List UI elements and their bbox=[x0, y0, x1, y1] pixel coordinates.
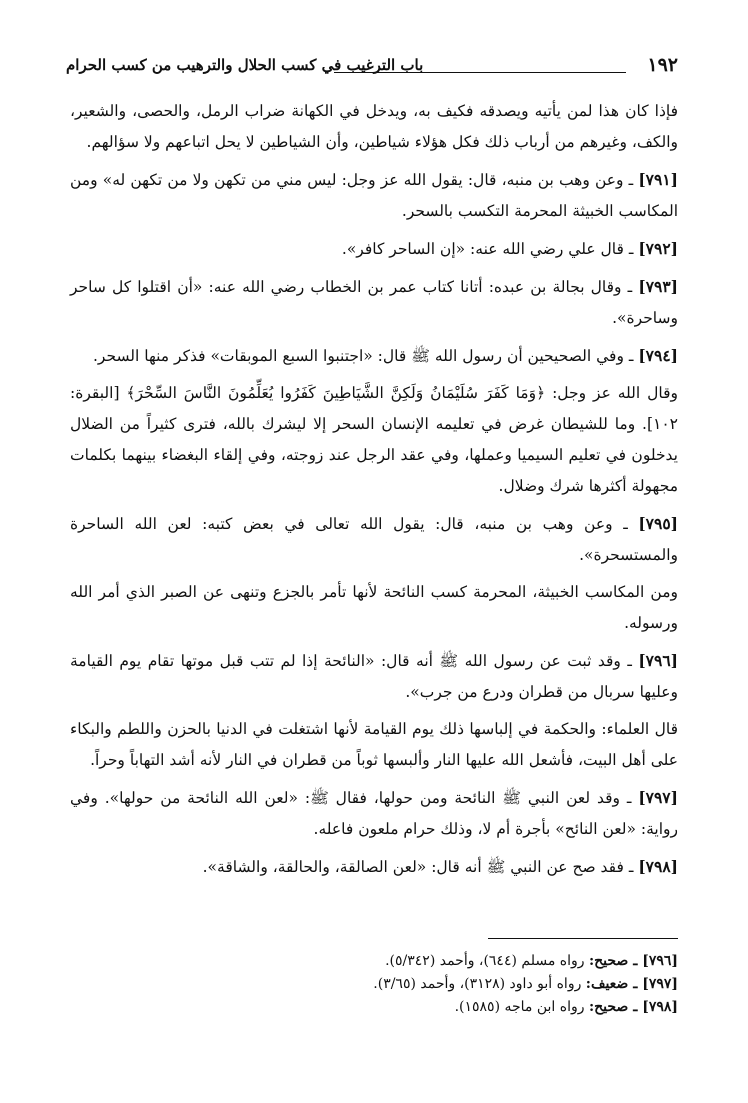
text-line: لأنه أشد التهاباً وحراً. bbox=[90, 751, 222, 769]
text-line: الساحرة والمستسحرة». bbox=[70, 515, 678, 564]
hadith-number: [٧٩٧] bbox=[638, 788, 678, 807]
text-line: ـ وقد لعن النبي ﷺ النائحة ومن حولها، فقال ﷺ: «لعن الله النائحة من bbox=[160, 789, 639, 807]
hadith-paragraph bbox=[70, 164, 678, 227]
hadith-paragraph bbox=[70, 233, 678, 265]
hadith-number: [٧٩٤] bbox=[638, 346, 678, 365]
running-title: باب الترغيب في كسب الحلال والترهيب من كسب الحرام bbox=[66, 56, 424, 74]
text-line: الشياطين لا يحل اتباعهم ولا سؤالهم. bbox=[86, 133, 321, 151]
text-line: منها السحر. bbox=[92, 347, 170, 365]
text-line: بالله، فترى كثيراً من الضلال يدخلون في تعليم السيميا وعملها، وفي عقد الرجل عند bbox=[70, 415, 678, 464]
hadith-paragraph bbox=[70, 271, 678, 334]
text-line: السِّحْرَ﴾ [البقرة: ١٠٢]. وما للشيطان غرض في تعليمه الإنسان السحر إلا ليشرك bbox=[70, 384, 678, 433]
footnote bbox=[70, 950, 678, 973]
footnote-text: رواه أبو داود (٣١٢٨)، وأحمد (٣/٦٥). bbox=[373, 976, 586, 992]
text-line: فإذا كان هذا لمن يأتيه ويصدقه فكيف به، ويدخل في الكهانة ضراب الرمل، bbox=[196, 102, 678, 120]
text-line: ـ وقال بجالة بن عبده: أتانا كتاب عمر بن الخطاب رضي الله عنه: «أن bbox=[177, 278, 639, 296]
text-paragraph bbox=[70, 378, 678, 502]
text-line: تقام يوم القيامة وعليها سربال من قطران ودرع من جرب». bbox=[70, 652, 678, 701]
text-line: زوجته، وفي إلقاء البغضاء بينهما بكلمات مجهولة أكثرها شرك وضلال. bbox=[70, 446, 678, 495]
hadith-number: [٧٩٨] bbox=[638, 857, 678, 876]
footnote bbox=[70, 973, 678, 996]
text-line: والحصى، والشعير، والكف، وغيرهم من أرباب ذلك فكل هؤلاء شياطين، وأن bbox=[70, 102, 678, 151]
hadith-number: [٧٩٢] bbox=[638, 239, 678, 258]
footnote-text: رواه ابن ماجه (١٥٨٥). bbox=[454, 999, 589, 1015]
footnotes bbox=[70, 950, 678, 1019]
footnote-text: رواه مسلم (٦٤٤)، وأحمد (٥/٣٤٢). bbox=[385, 953, 589, 969]
footnote-number: [٧٩٧] bbox=[642, 976, 678, 992]
hadith-number: [٧٩١] bbox=[638, 170, 678, 189]
page-number: ١٩٢ bbox=[647, 54, 678, 76]
text-paragraph bbox=[70, 96, 678, 158]
text-line: قال العلماء: والحكمة في إلباسها ذلك يوم القيامة لأنها اشتغلت في الدنيا بالحزن bbox=[167, 720, 678, 738]
page-header bbox=[66, 52, 678, 86]
hadith-paragraph bbox=[70, 340, 678, 372]
footnote-separator bbox=[488, 938, 678, 939]
text-line: ـ وفي الصحيحين أن رسول الله ﷺ قال: «اجتنبوا السبع الموبقات» فذكر bbox=[174, 347, 639, 365]
hadith-number: [٧٩٣] bbox=[638, 277, 679, 296]
text-paragraph bbox=[70, 577, 678, 639]
hadith-number: [٧٩٦] bbox=[638, 651, 678, 670]
text-line: ـ وعن وهب بن منبه، قال: يقول الله عز وجل: ليس مني من تكهن ولا bbox=[192, 171, 639, 189]
text-paragraph bbox=[70, 714, 678, 776]
footnote-number: [٧٩٨] bbox=[642, 999, 678, 1015]
hadith-paragraph bbox=[70, 645, 678, 708]
footnote bbox=[70, 996, 678, 1019]
text-line: واللطم والبكاء على أهل البيت، فأشعل الله عليها النار وألبسها ثوباً من قطران في النار bbox=[70, 720, 678, 769]
text-line: ـ وقد ثبت عن رسول الله ﷺ أنه قال: «النائحة إذا لم تتب قبل موتها bbox=[180, 652, 639, 670]
text-line: ـ قال علي رضي الله عنه: «إن الساحر كافر». bbox=[341, 240, 639, 258]
hadith-paragraph bbox=[70, 508, 678, 571]
text-line: ومن المكاسب الخبيثة، المحرمة كسب النائحة لأنها تأمر بالجزع وتنهى عن bbox=[202, 583, 678, 601]
hadith-paragraph bbox=[70, 851, 678, 883]
hadith-number: [٧٩٥] bbox=[638, 514, 678, 533]
footnote-grade: ـ صحيح: bbox=[588, 953, 643, 969]
footnote-number: [٧٩٦] bbox=[642, 953, 678, 969]
text-line: وقال الله عز وجل: ﴿وَمَا كَفَرَ سُلَيْمَانُ وَلَكِنَّ الشَّيَاطِينَ كَفَرُوا يُعَلِّمُونَ النَّاسَ bbox=[183, 384, 678, 402]
text-line: من تكهن له» ومن المكاسب الخبيثة المحرمة التكسب بالسحر. bbox=[70, 171, 678, 220]
text-line: ـ وعن وهب بن منبه، قال: يقول الله تعالى في بعض كتبه: لعن الله bbox=[134, 515, 639, 533]
text-line: اقتلوا كل ساحر وساحرة». bbox=[70, 278, 678, 327]
hadith-paragraph bbox=[70, 782, 678, 845]
footnote-grade: ـ صحيح: bbox=[588, 999, 643, 1015]
text-line: حولها». وفي رواية: «لعن النائح» بأجرة أم لا، وذلك حرام ملعون فاعله. bbox=[70, 789, 678, 838]
footnote-grade: ـ ضعيف: bbox=[585, 976, 643, 992]
main-text bbox=[70, 96, 678, 889]
text-line: الصبر الذي أمر الله ورسوله. bbox=[70, 583, 678, 632]
text-line: ـ فقد صح عن النبي ﷺ أنه قال: «لعن الصالقة، والحالقة، والشاقة». bbox=[202, 858, 639, 876]
